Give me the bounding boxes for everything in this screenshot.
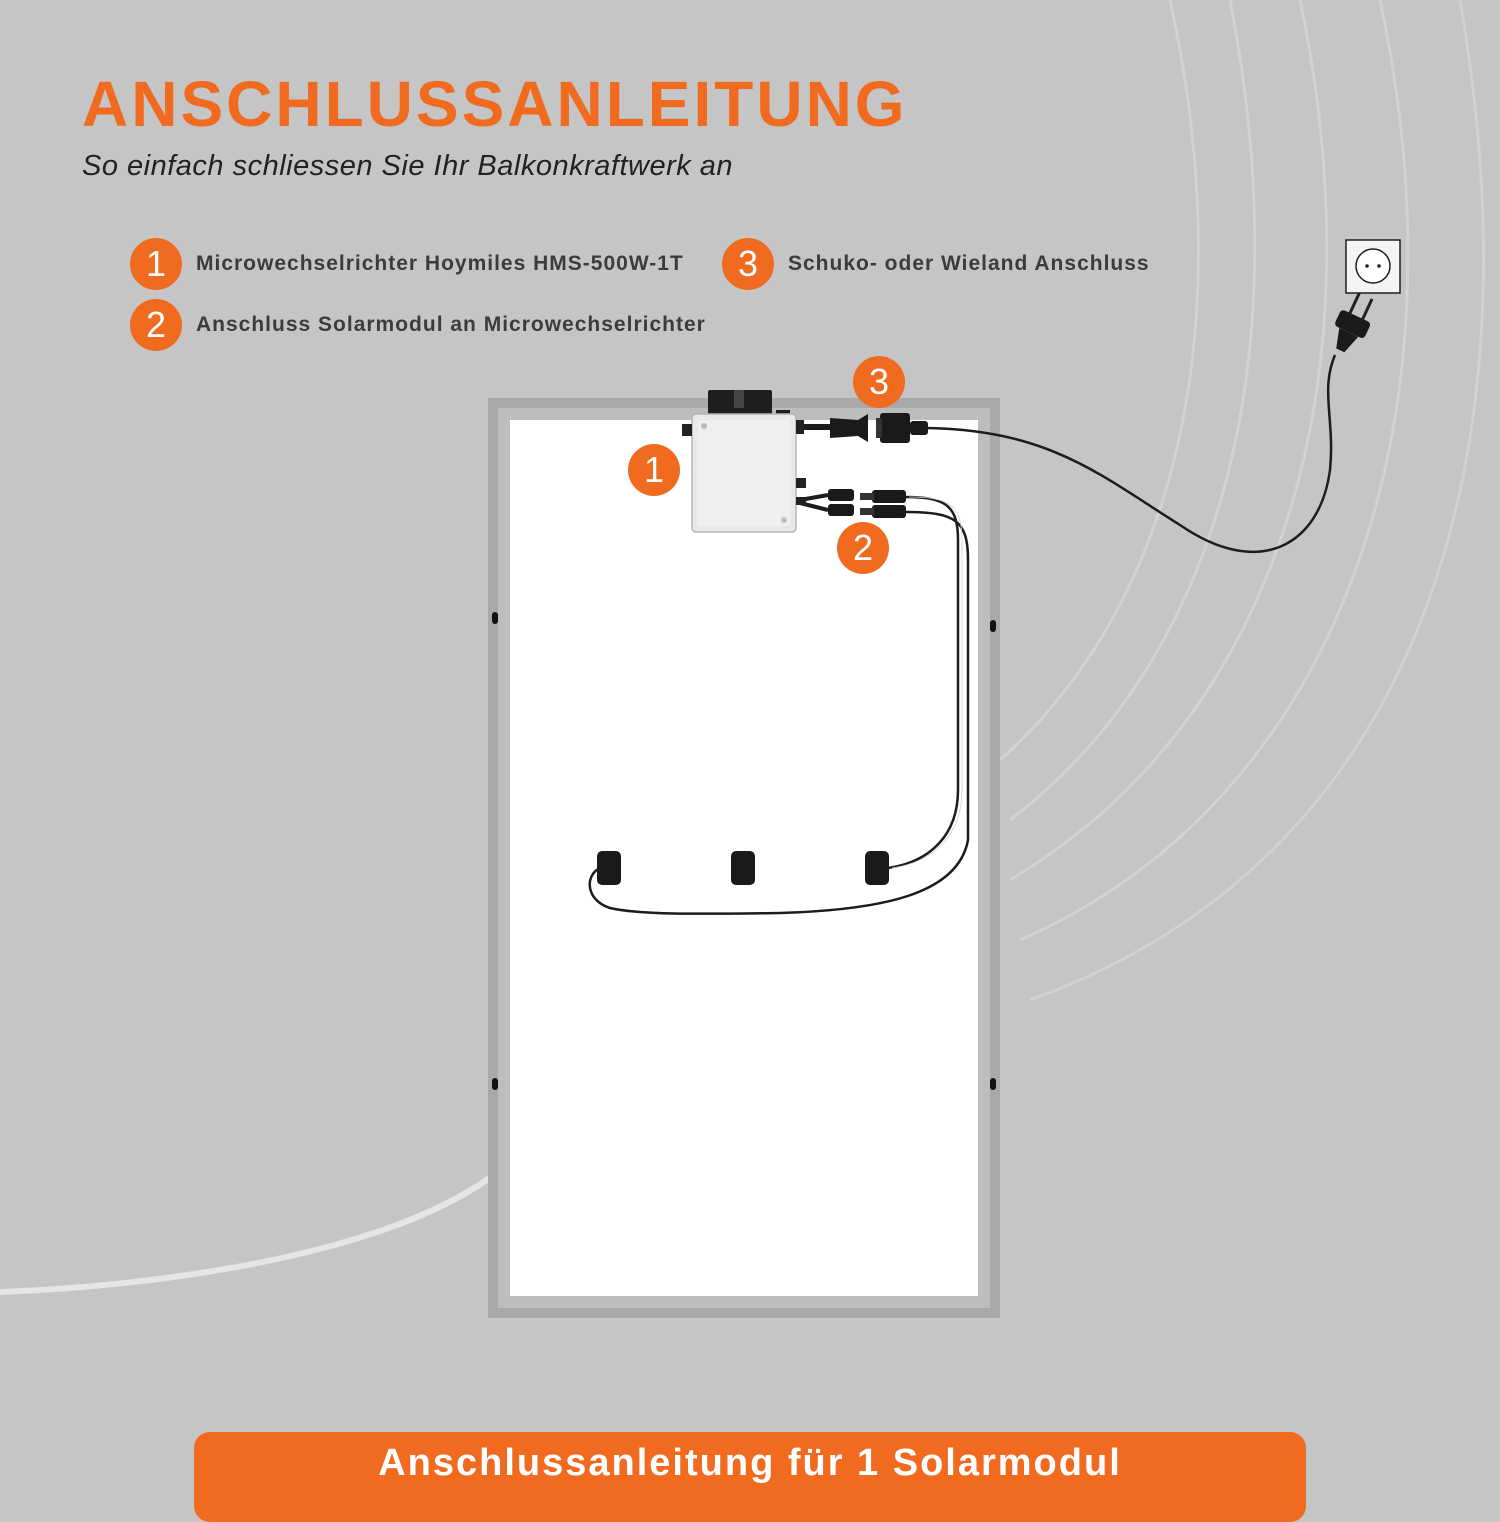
wall-socket-icon — [1346, 240, 1400, 293]
marker-pv-connectors: 2 — [837, 522, 889, 574]
schuko-plug-icon — [1325, 289, 1380, 357]
page-subtitle: So einfach schliessen Sie Ihr Balkonkraftwerk an — [82, 150, 734, 182]
junction-box-icon — [731, 851, 755, 885]
junction-box-icon — [597, 851, 621, 885]
legend-label-inverter: Microwechselrichter Hoymiles HMS-500W-1T — [196, 252, 684, 275]
panel-mount-hole-bl — [492, 1078, 498, 1090]
panel-mount-hole-br — [990, 1078, 996, 1090]
junction-box-icon — [865, 851, 889, 885]
legend-label-pv-connection: Anschluss Solarmodul an Microwechselrichter — [196, 313, 706, 336]
page-title: ANSCHLUSSANLEITUNG — [82, 68, 908, 140]
footer-banner-text: Anschlussanleitung für 1 Solarmodul — [378, 1442, 1122, 1484]
panel-mount-hole-tr — [990, 620, 996, 632]
marker-ac-connector: 3 — [853, 356, 905, 408]
panel-mount-hole-tl — [492, 612, 498, 624]
footer-banner — [194, 1432, 1306, 1522]
legend-number-3: 3 — [722, 238, 774, 290]
legend-number-2: 2 — [130, 299, 182, 351]
legend-number-1: 1 — [130, 238, 182, 290]
marker-inverter: 1 — [628, 444, 680, 496]
legend-label-ac-connection: Schuko- oder Wieland Anschluss — [788, 252, 1150, 275]
